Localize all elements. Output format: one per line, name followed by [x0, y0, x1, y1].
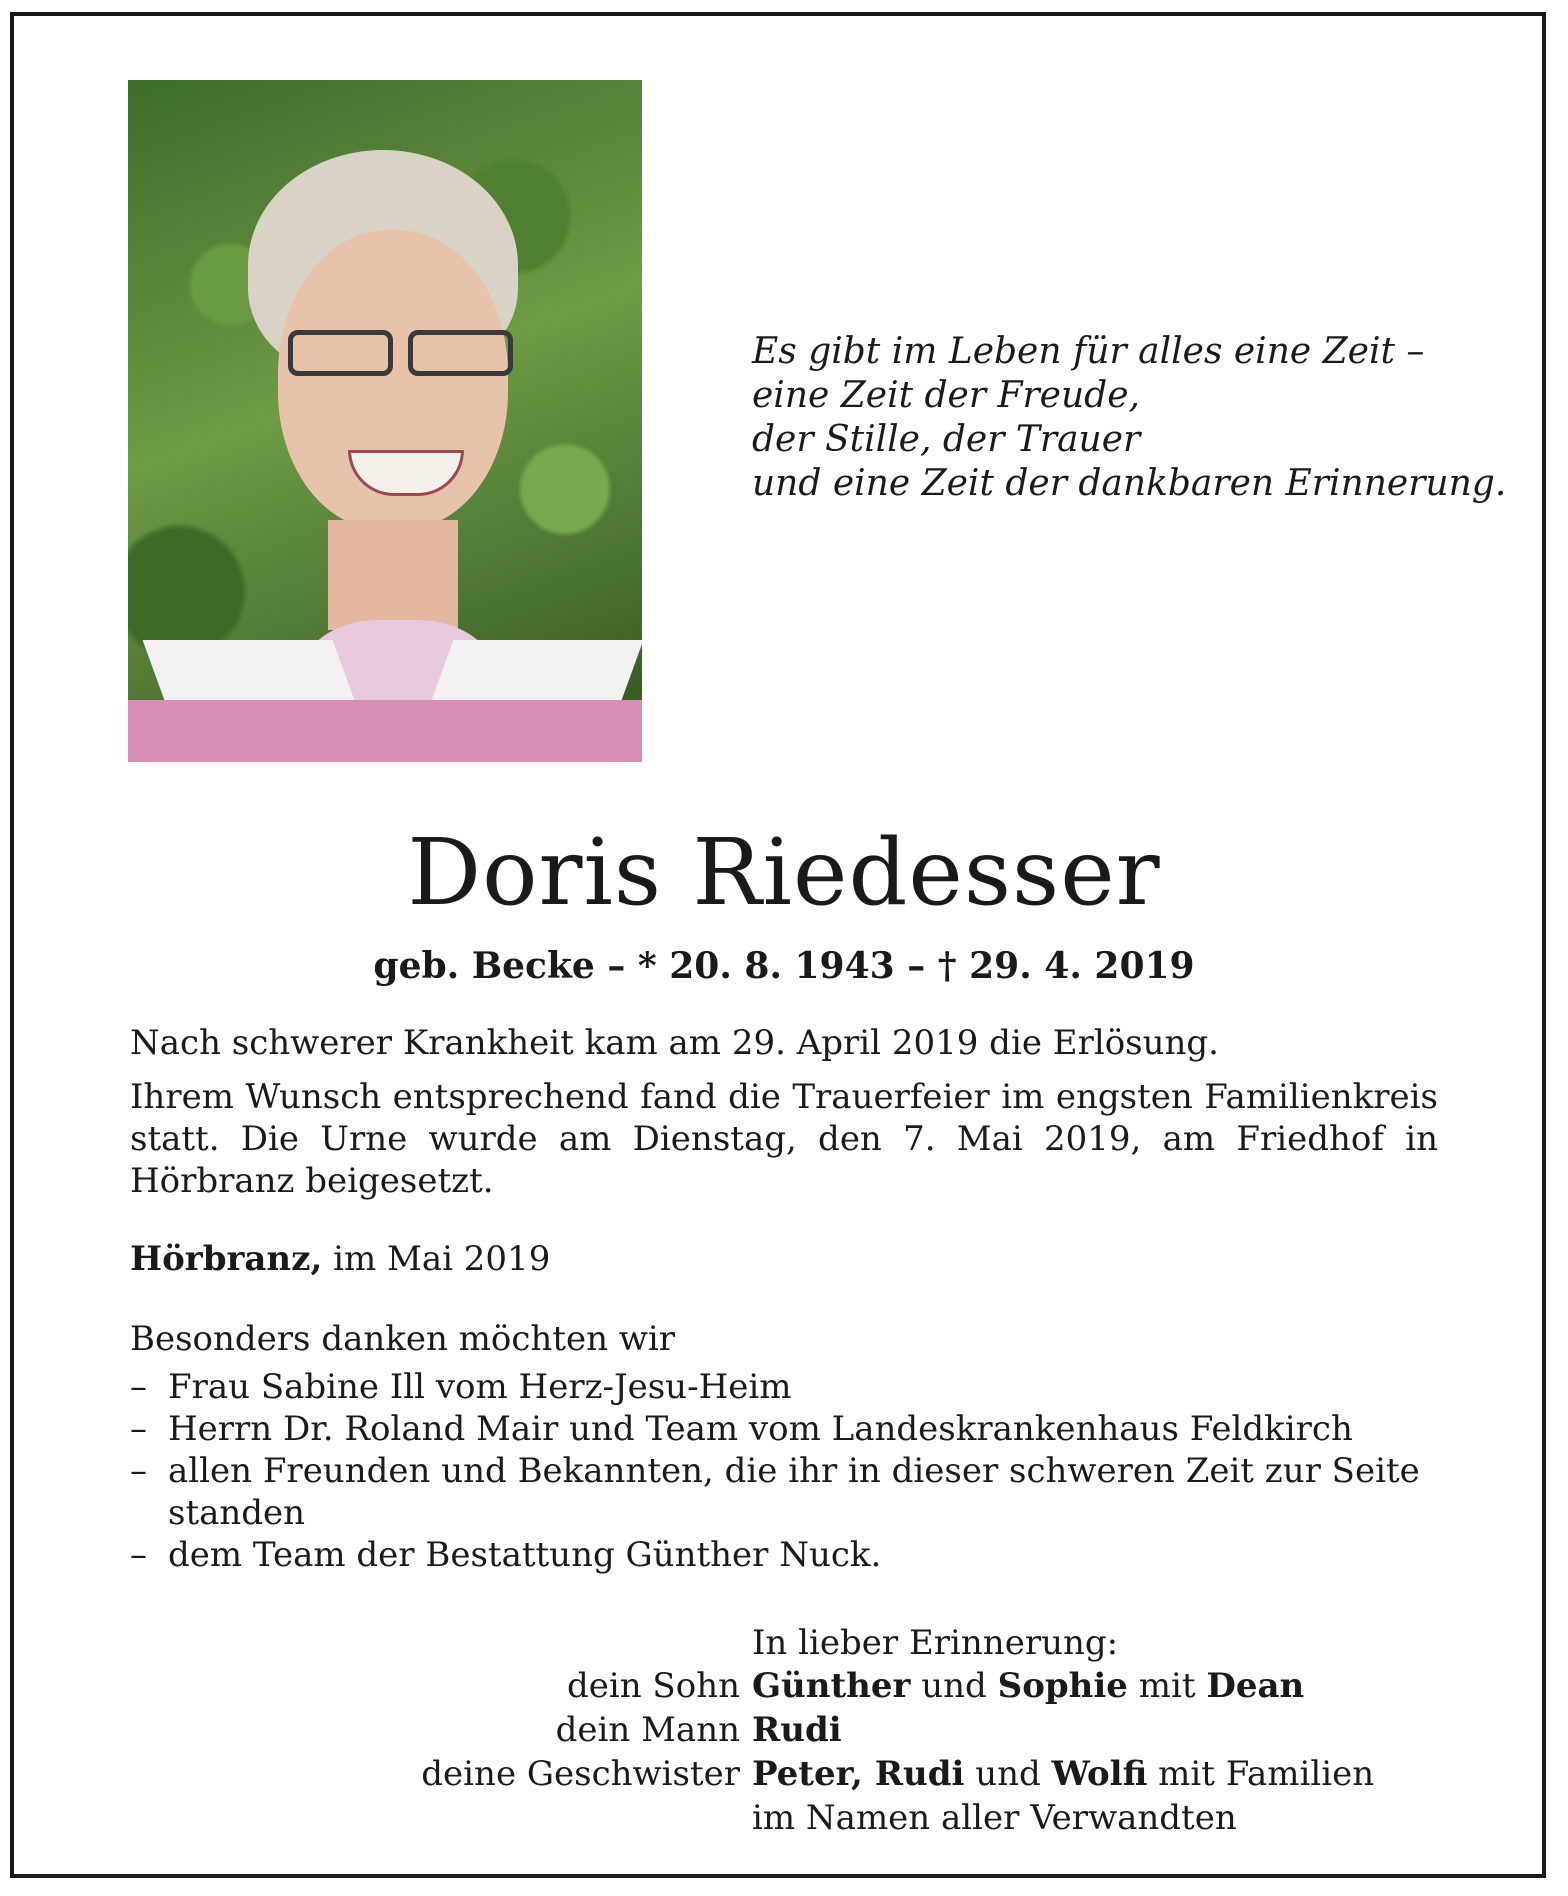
siblings-label: deine Geschwister	[421, 1754, 740, 1794]
dash: –	[130, 1535, 147, 1575]
place-town: Hörbranz,	[130, 1239, 323, 1279]
relatives-line: im Namen aller Verwandten	[752, 1798, 1237, 1838]
quote-line: Es gibt im Leben für alles eine Zeit –	[752, 331, 1425, 372]
son-label: dein Sohn	[566, 1666, 740, 1706]
dash: –	[130, 1367, 147, 1407]
list-item: – dem Team der Bestattung Günther Nuck.	[130, 1535, 882, 1575]
list-item: – Frau Sabine Ill vom Herz-Jesu-Heim	[130, 1367, 792, 1407]
quote-line: und eine Zeit der dankbaren Erinnerung.	[752, 463, 1507, 504]
husband-label: dein Mann	[555, 1710, 740, 1750]
dash: –	[130, 1409, 147, 1449]
thanks-intro: Besonders danken möchten wir	[130, 1319, 676, 1359]
paragraph-funeral: Ihrem Wunsch entsprechend fand die Trauerfeier im engsten Familienkreis statt. Die Urne wurde am Dienstag, den 7. Mai 2019, am Friedhof in Hörbranz beigesetzt.	[130, 1077, 1438, 1201]
list-item: – Herrn Dr. Roland Mair und Team vom Landeskrankenhaus Feldkirch	[130, 1409, 1353, 1449]
siblings-names: Peter, Rudi und Wolfi mit Familien	[752, 1754, 1375, 1794]
son-names: Günther und Sophie mit Dean	[752, 1666, 1305, 1706]
quote-line: der Stille, der Trauer	[752, 419, 1141, 460]
dash: –	[130, 1451, 147, 1491]
quote	[752, 330, 1506, 506]
place-month: im Mai 2019	[322, 1239, 551, 1279]
place-date	[130, 1238, 550, 1280]
thanks-list	[130, 1366, 1438, 1576]
paragraph-release: Nach schwerer Krankheit kam am 29. April 2019 die Erlösung.	[130, 1023, 1219, 1063]
closing-line: In lieber Erinnerung:	[752, 1623, 1119, 1663]
husband-name: Rudi	[752, 1710, 842, 1750]
deceased-name: Doris Riedesser	[407, 819, 1161, 926]
portrait-photo	[128, 80, 642, 762]
life-dates: geb. Becke – * 20. 8. 1943 – † 29. 4. 2019	[373, 945, 1195, 987]
signatories	[0, 1664, 1568, 1840]
list-item: – allen Freunden und Bekannten, die ihr in dieser schweren Zeit zur Seite standen	[130, 1451, 1420, 1533]
quote-line: eine Zeit der Freude,	[752, 375, 1140, 416]
